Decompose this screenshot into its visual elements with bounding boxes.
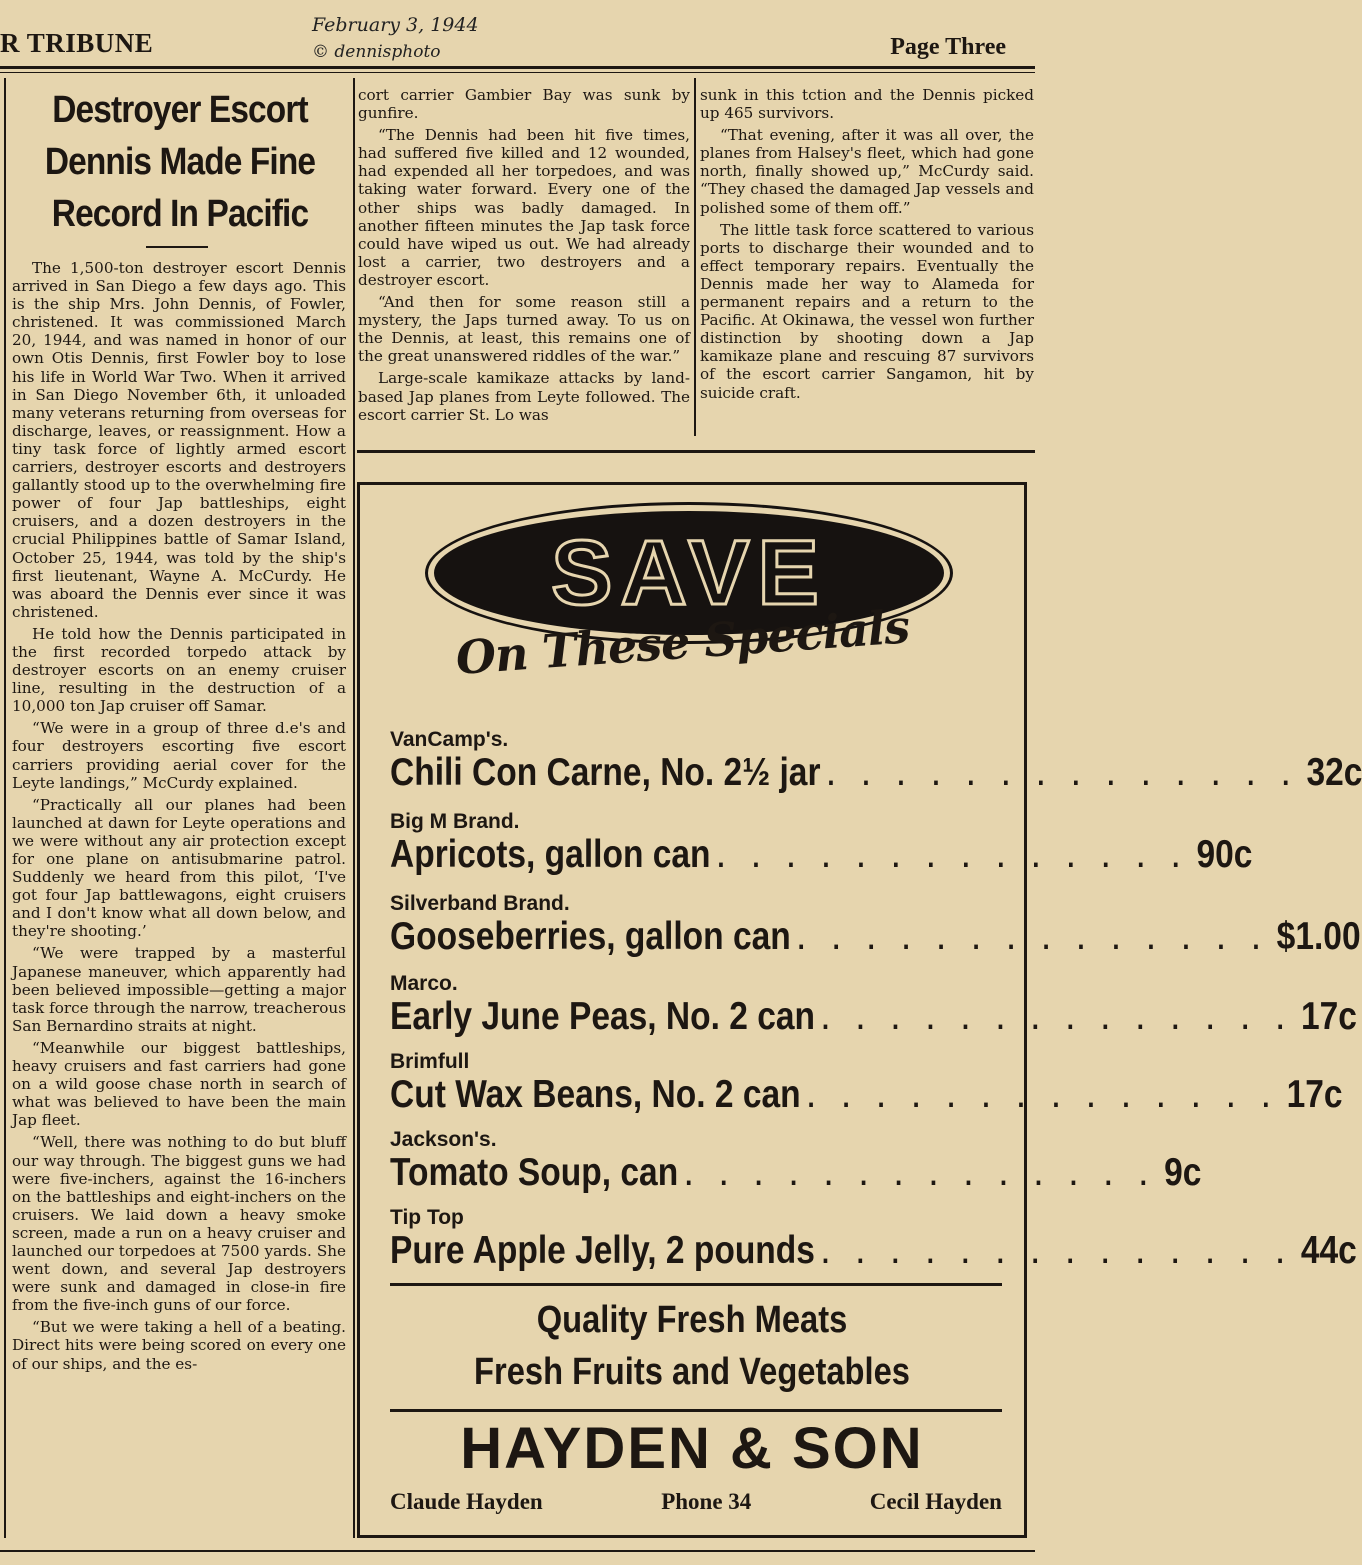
article-paragraph: Large-scale kamikaze attacks by land-based Jap planes from Leyte followed. The escort carrier St. Lo was bbox=[358, 369, 690, 424]
item-price: 90c bbox=[1196, 833, 1253, 876]
article-paragraph: The little task force scattered to various ports to discharge their wounded and to effect temporary repairs. Eventually the Dennis made her way to Alameda for permanent repairs and a return to the Pacific. At Okinawa, the vessel won further distinction by shooting down a Jap kamikaze plane and rescuing 87 survivors of the escort carrier Sangamon, hit by suicide craft. bbox=[700, 220, 1034, 402]
headline-line: Destroyer Escort bbox=[52, 89, 308, 131]
article-paragraph: “That evening, after it was all over, the planes from Halsey's fleet, which had gone north, finally showed up,” McCurdy said. “They chased the damaged Jap vessels and polished some of them off.” bbox=[700, 126, 1034, 217]
special-item bbox=[390, 1128, 1202, 1198]
item-brand: VanCamp's. bbox=[390, 728, 509, 751]
item-price: 44c bbox=[1300, 1229, 1357, 1272]
item-name: Chili Con Carne, No. 2½ jar bbox=[390, 751, 821, 794]
article-column-2 bbox=[358, 86, 690, 428]
owner-name: Cecil Hayden bbox=[869, 1489, 1002, 1514]
owner-name: Claude Hayden bbox=[390, 1489, 543, 1514]
article-paragraph: “The Dennis had been hit five times, had suffered five killed and 12 wounded, had expended all her torpedoes, and was taking water forward. Every one of the other ships was badly damaged. In another fifteen minutes the Jap task force could have wiped us out. We had already lost a carrier, two destroyers and a destroyer escort. bbox=[358, 126, 690, 289]
column-divider bbox=[353, 78, 355, 1538]
item-price: 9c bbox=[1164, 1151, 1202, 1194]
article-paragraph: cort carrier Gambier Bay was sunk by gunfire. bbox=[358, 86, 690, 123]
leader-dots: . . . . . . . . . . . . . . bbox=[821, 1003, 1295, 1036]
item-price: 17c bbox=[1286, 1073, 1343, 1116]
article-column-3 bbox=[700, 86, 1034, 406]
article-paragraph: sunk in this tction and the Dennis picked up 465 survivors. bbox=[700, 86, 1034, 123]
special-item bbox=[390, 728, 1362, 798]
ad-divider bbox=[390, 1283, 1002, 1286]
quality-line: Fresh Fruits and Vegetables bbox=[474, 1351, 910, 1393]
item-name: Apricots, gallon can bbox=[390, 833, 711, 876]
article-paragraph: He told how the Dennis participated in the first recorded torpedo attack by destroyer escorts on an enemy cruiser line, resulting in the destruction of a 10,000 ton Jap cruiser off Samar. bbox=[12, 624, 346, 716]
specials-tagline: On These Specials bbox=[454, 599, 911, 685]
page-bottom-rule bbox=[0, 1550, 1035, 1552]
leader-dots: . . . . . . . . . . . . . . bbox=[797, 923, 1270, 956]
article-paragraph: “Well, there was nothing to do but bluff our way through. The biggest guns we had were five-inchers, against the 16-inchers on the battleships and eight-inchers on the cruisers. We laid down a heavy smoke screen, made a run on a heavy cruiser and launched our torpedoes at 7500 yards. She went down, and several Jap destroyers were sunk and damaged in close-in fire from the five-inch guns of our force. bbox=[12, 1133, 346, 1315]
leader-dots: . . . . . . . . . . . . . . bbox=[685, 1159, 1158, 1192]
item-brand: Brimfull bbox=[390, 1050, 470, 1073]
column-divider bbox=[4, 78, 6, 1538]
item-brand: Tip Top bbox=[390, 1206, 464, 1229]
item-name: Gooseberries, gallon can bbox=[390, 915, 791, 958]
article-end-rule bbox=[357, 450, 1035, 453]
item-name: Pure Apple Jelly, 2 pounds bbox=[390, 1229, 815, 1272]
store-contacts bbox=[390, 1489, 1002, 1515]
store-phone: Phone 34 bbox=[661, 1489, 752, 1514]
special-item bbox=[390, 1050, 1343, 1120]
leader-dots: . . . . . . . . . . . . . . bbox=[807, 1081, 1280, 1114]
headline-rule bbox=[146, 246, 208, 248]
article-paragraph: “We were in a group of three d.e's and four destroyers escorting five escort carriers providing aerial cover for the Leyte landings,” McCurdy explained. bbox=[12, 719, 346, 792]
article-paragraph: The 1,500-ton destroyer escort Dennis arrived in San Diego a few days ago. This is the ship Mrs. John Dennis, of Fowler, christened. It was commissioned March 20, 1944, and was named in honor of our own Otis Dennis, first Fowler boy to lose his life in World War Two. When it arrived in San Diego November 6th, it unloaded many veterans returning from overseas for discharge, leaves, or reassignment. How a tiny task force of lightly armed escort carriers, destroyer escorts and destroyers gallantly stood up to the overwhelming fire power of four Jap battleships, eight cruisers, and a dozen destroyers in the crucial Philippines battle of Samar Island, October 25, 1944, was told by the ship's first lieutenant, Wayne A. McCurdy. He was aboard the Dennis ever since it was christened. bbox=[12, 259, 346, 621]
store-name: HAYDEN & SON bbox=[460, 1416, 924, 1481]
special-item bbox=[390, 1206, 1357, 1276]
headline-line: Record In Pacific bbox=[51, 193, 309, 235]
ad-divider bbox=[390, 1409, 1002, 1412]
special-item bbox=[390, 972, 1357, 1042]
newspaper-name: R TRIBUNE bbox=[0, 28, 154, 58]
headline-line: Dennis Made Fine bbox=[44, 141, 316, 183]
article-paragraph: “But we were taking a hell of a beating. Direct hits were being scored on every one of our ships, and the es- bbox=[12, 1318, 346, 1373]
article-headline bbox=[30, 84, 329, 240]
special-item bbox=[390, 810, 1253, 880]
item-brand: Marco. bbox=[390, 972, 458, 995]
quality-line: Quality Fresh Meats bbox=[536, 1299, 848, 1341]
item-price: 17c bbox=[1300, 995, 1357, 1038]
item-name: Early June Peas, No. 2 can bbox=[390, 995, 816, 1038]
masthead-rule bbox=[0, 66, 1035, 69]
column-divider bbox=[694, 78, 696, 436]
article-paragraph: “And then for some reason still a mystery, the Japs turned away. To us on the Dennis, at least, this remains one of the great unanswered riddles of the war.” bbox=[358, 293, 690, 366]
save-word: SAVE bbox=[551, 522, 827, 624]
handwritten-date: February 3, 1944 bbox=[312, 14, 479, 36]
article-paragraph: “We were trapped by a masterful Japanese maneuver, which apparently had been believed impossible—getting a major task force through the narrow, treacherous San Bernardino straits at night. bbox=[12, 944, 346, 1035]
item-name: Tomato Soup, can bbox=[390, 1151, 679, 1194]
handwritten-credit: © dennisphoto bbox=[312, 42, 441, 62]
leader-dots: . . . . . . . . . . . . . . bbox=[821, 1237, 1294, 1270]
article-paragraph: “Practically all our planes had been launched at dawn for Leyte operations and we were without any air protection except for one plane on antisubmarine patrol. Suddenly we heard from this pilot, ‘I've got four Jap battlewagons, eight cruisers and I don't know what all down below, and they're shooting.’ bbox=[12, 795, 346, 941]
masthead-rule-thin bbox=[0, 72, 1035, 73]
item-name: Cut Wax Beans, No. 2 can bbox=[390, 1073, 801, 1116]
item-brand: Jackson's. bbox=[390, 1128, 497, 1151]
item-price: 32c bbox=[1306, 751, 1362, 794]
item-price: $1.00 bbox=[1276, 915, 1361, 958]
article-column-1 bbox=[12, 259, 346, 1377]
special-item bbox=[390, 892, 1361, 962]
grocery-advertisement bbox=[357, 482, 1362, 1538]
item-brand: Big M Brand. bbox=[390, 810, 520, 833]
article-paragraph: “Meanwhile our biggest battleships, heavy cruisers and fast carriers had gone on a wild goose chase north in search of what was believed to have been the main Jap fleet. bbox=[12, 1038, 346, 1130]
item-brand: Silverband Brand. bbox=[390, 892, 570, 915]
leader-dots: . . . . . . . . . . . . . . bbox=[827, 759, 1300, 792]
page-number: Page Three bbox=[890, 34, 1006, 60]
leader-dots: . . . . . . . . . . . . . . bbox=[717, 841, 1190, 874]
